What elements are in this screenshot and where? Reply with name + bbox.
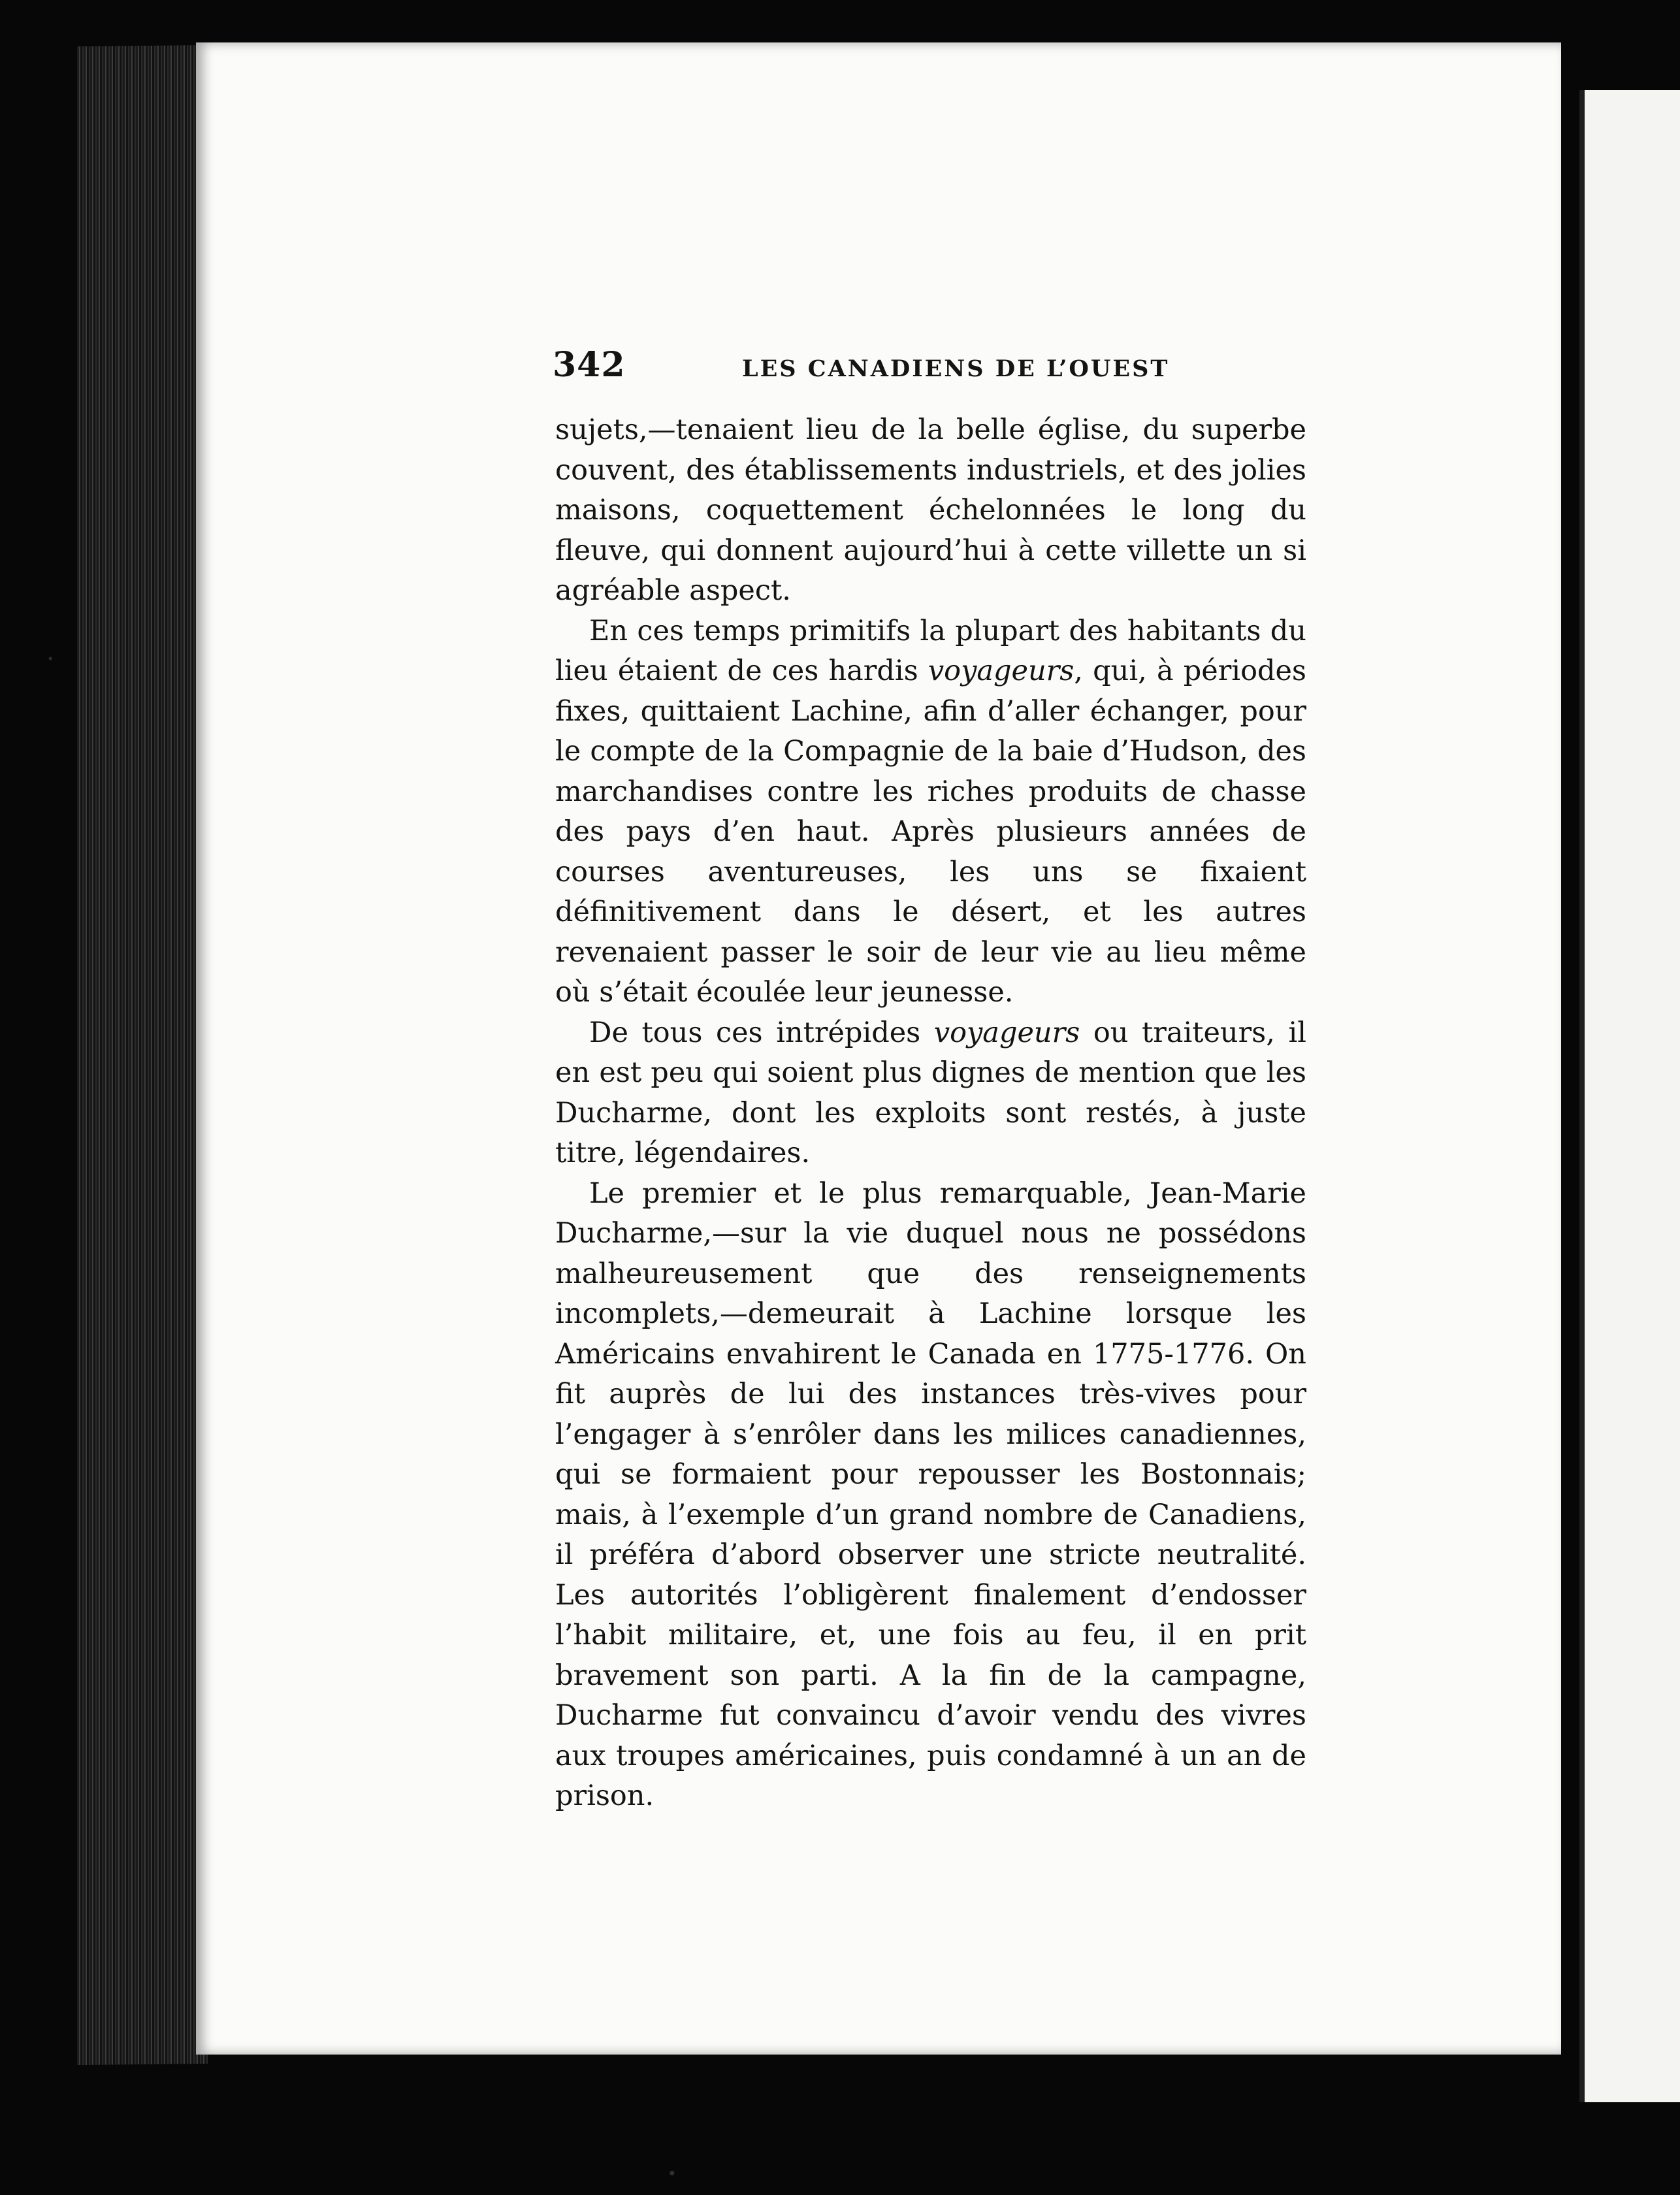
- book-page-edges: [77, 45, 208, 2065]
- paragraph-text: sujets,—tenaient lieu de la belle église, du superbe couvent, des établissements industriels, et des jolies maisons, coquettement échelonnées le long du fleuve, qui donnent aujourd’hui à cette villette un si agréable aspect.: [555, 414, 1306, 607]
- paragraph-text: De tous ces intrépides: [589, 1016, 934, 1049]
- italic-text: voyageurs: [933, 1016, 1080, 1049]
- paragraph: [555, 1013, 1306, 1174]
- paragraph-text: ou traiteurs, il en est peu qui soient plus dignes de mention que les Ducharme, dont les exploits sont restés, à juste titre, légendaires.: [555, 1016, 1307, 1169]
- paragraph: [555, 410, 1306, 611]
- paragraph-text: En ces temps primitifs la plupart des habitants du lieu étaient de ces hardis: [555, 614, 1306, 687]
- page-number: 342: [553, 345, 626, 385]
- body-text: [555, 410, 1306, 1817]
- running-head: [553, 345, 1306, 397]
- italic-text: voyageurs: [928, 655, 1074, 687]
- facing-page-edge: [1579, 90, 1680, 2102]
- paragraph: [555, 1174, 1306, 1817]
- paragraph-text: Le premier et le plus remarquable, Jean-Marie Ducharme,—sur la vie duquel nous ne possédons malheureusement que des renseignements incomplets,—demeurait à Lachine lorsque les Américains envahirent le Canada en 1775-1776. On fit auprès de lui des instances très-vives pour l’engager à s’enrôler dans les milices canadiennes, qui se formaient pour repousser les Bostonnais; mais, à l’exemple d’un grand nombre de Canadiens, il préféra d’abord observer une stricte neutralité. Les autorités l’obligèrent finalement d’endosser l’habit militaire, et, une fois au feu, il en prit bravement son parti. A la fin de la campagne, Ducharme fut convaincu d’avoir vendu des vivres aux troupes américaines, puis condamné à un an de prison.: [555, 1177, 1306, 1812]
- running-title: LES CANADIENS DE L’OUEST: [742, 355, 1170, 382]
- paragraph-text: , qui, à périodes fixes, quittaient Lachine, afin d’aller échanger, pour le compte de la Compagnie de la baie d’Hudson, des marchandises contre les riches produits de chasse des pays d’en haut. Après plusieurs années de courses aventureuses, les uns se fixaient définitivement dans le désert, et les autres revenaient passer le soir de leur vie au lieu même où s’était écoulée leur jeunesse.: [555, 655, 1306, 1009]
- paragraph: [555, 611, 1306, 1013]
- page-text-block: [555, 345, 1306, 1817]
